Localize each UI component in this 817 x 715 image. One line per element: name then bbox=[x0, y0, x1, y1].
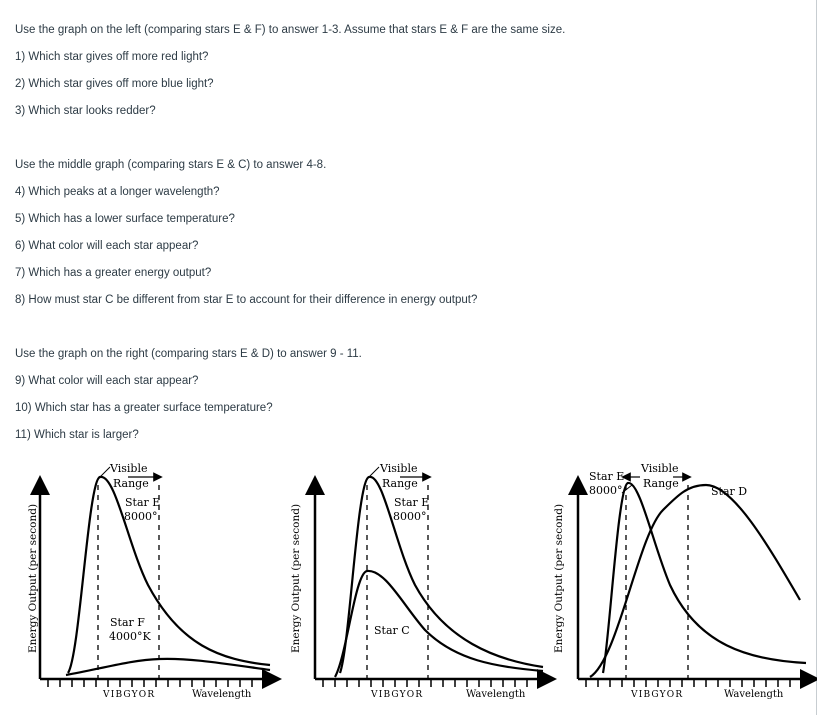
intro-graph-left: Use the graph on the left (comparing stars E & F) to answer 1-3. Assume that stars E & F are the same size. bbox=[15, 24, 566, 36]
visible-label: Visible bbox=[110, 462, 148, 475]
star-e-label: Star E bbox=[125, 496, 161, 509]
question-1: 1) Which star gives off more red light? bbox=[15, 51, 209, 63]
x-axis-label: Wavelength bbox=[466, 689, 526, 700]
range-label: Range bbox=[382, 477, 418, 490]
question-7: 7) Which has a greater energy output? bbox=[15, 267, 212, 279]
question-8: 8) How must star C be different from star E to account for their difference in energy output? bbox=[15, 294, 478, 306]
question-6: 6) What color will each star appear? bbox=[15, 240, 199, 252]
question-9: 9) What color will each star appear? bbox=[15, 375, 199, 387]
star-e-label: Star E bbox=[394, 496, 430, 509]
x-axis-label: Wavelength bbox=[724, 689, 784, 700]
star-f-curve bbox=[66, 659, 270, 675]
question-5: 5) Which has a lower surface temperature? bbox=[15, 213, 235, 225]
star-e-label: Star E bbox=[589, 470, 625, 483]
visible-label: Visible bbox=[641, 462, 679, 475]
question-11: 11) Which star is larger? bbox=[15, 429, 139, 441]
question-4: 4) Which peaks at a longer wavelength? bbox=[15, 186, 220, 198]
star-e-temp: 8000° bbox=[393, 510, 427, 523]
range-label: Range bbox=[643, 477, 679, 490]
question-3: 3) Which star looks redder? bbox=[15, 105, 156, 117]
question-10: 10) Which star has a greater surface temperature? bbox=[15, 402, 273, 414]
intro-graph-middle: Use the middle graph (comparing stars E & C) to answer 4-8. bbox=[15, 159, 327, 171]
star-c-label: Star C bbox=[374, 624, 410, 637]
question-2: 2) Which star gives off more blue light? bbox=[15, 78, 214, 90]
visible-left-bracket bbox=[622, 485, 632, 493]
star-e-temp: 8000° bbox=[124, 510, 158, 523]
graph-stars-e-c bbox=[285, 455, 550, 710]
y-axis-label: Energy Output (per second) bbox=[27, 503, 39, 653]
spectrum-label: VIBGYOR bbox=[371, 690, 424, 700]
star-f-label: Star F bbox=[110, 616, 145, 629]
spectrum-label: VIBGYOR bbox=[631, 690, 684, 700]
range-label: Range bbox=[113, 477, 149, 490]
visible-left-bracket bbox=[100, 467, 110, 477]
x-axis-label: Wavelength bbox=[192, 689, 252, 700]
star-e-temp: 8000° bbox=[589, 484, 623, 497]
visible-label: Visible bbox=[380, 462, 418, 475]
graph-stars-e-d bbox=[548, 455, 816, 710]
star-d-curve bbox=[590, 485, 800, 677]
intro-graph-right: Use the graph on the right (comparing stars E & D) to answer 9 - 11. bbox=[15, 348, 362, 360]
y-axis-label: Energy Output (per second) bbox=[553, 503, 565, 653]
y-axis-label: Energy Output (per second) bbox=[290, 503, 302, 653]
spectrum-label: VIBGYOR bbox=[103, 690, 156, 700]
star-f-temp: 4000°K bbox=[109, 630, 151, 643]
star-d-label: Star D bbox=[711, 485, 748, 498]
graph-stars-e-f bbox=[20, 455, 280, 710]
visible-left-bracket bbox=[369, 467, 379, 477]
